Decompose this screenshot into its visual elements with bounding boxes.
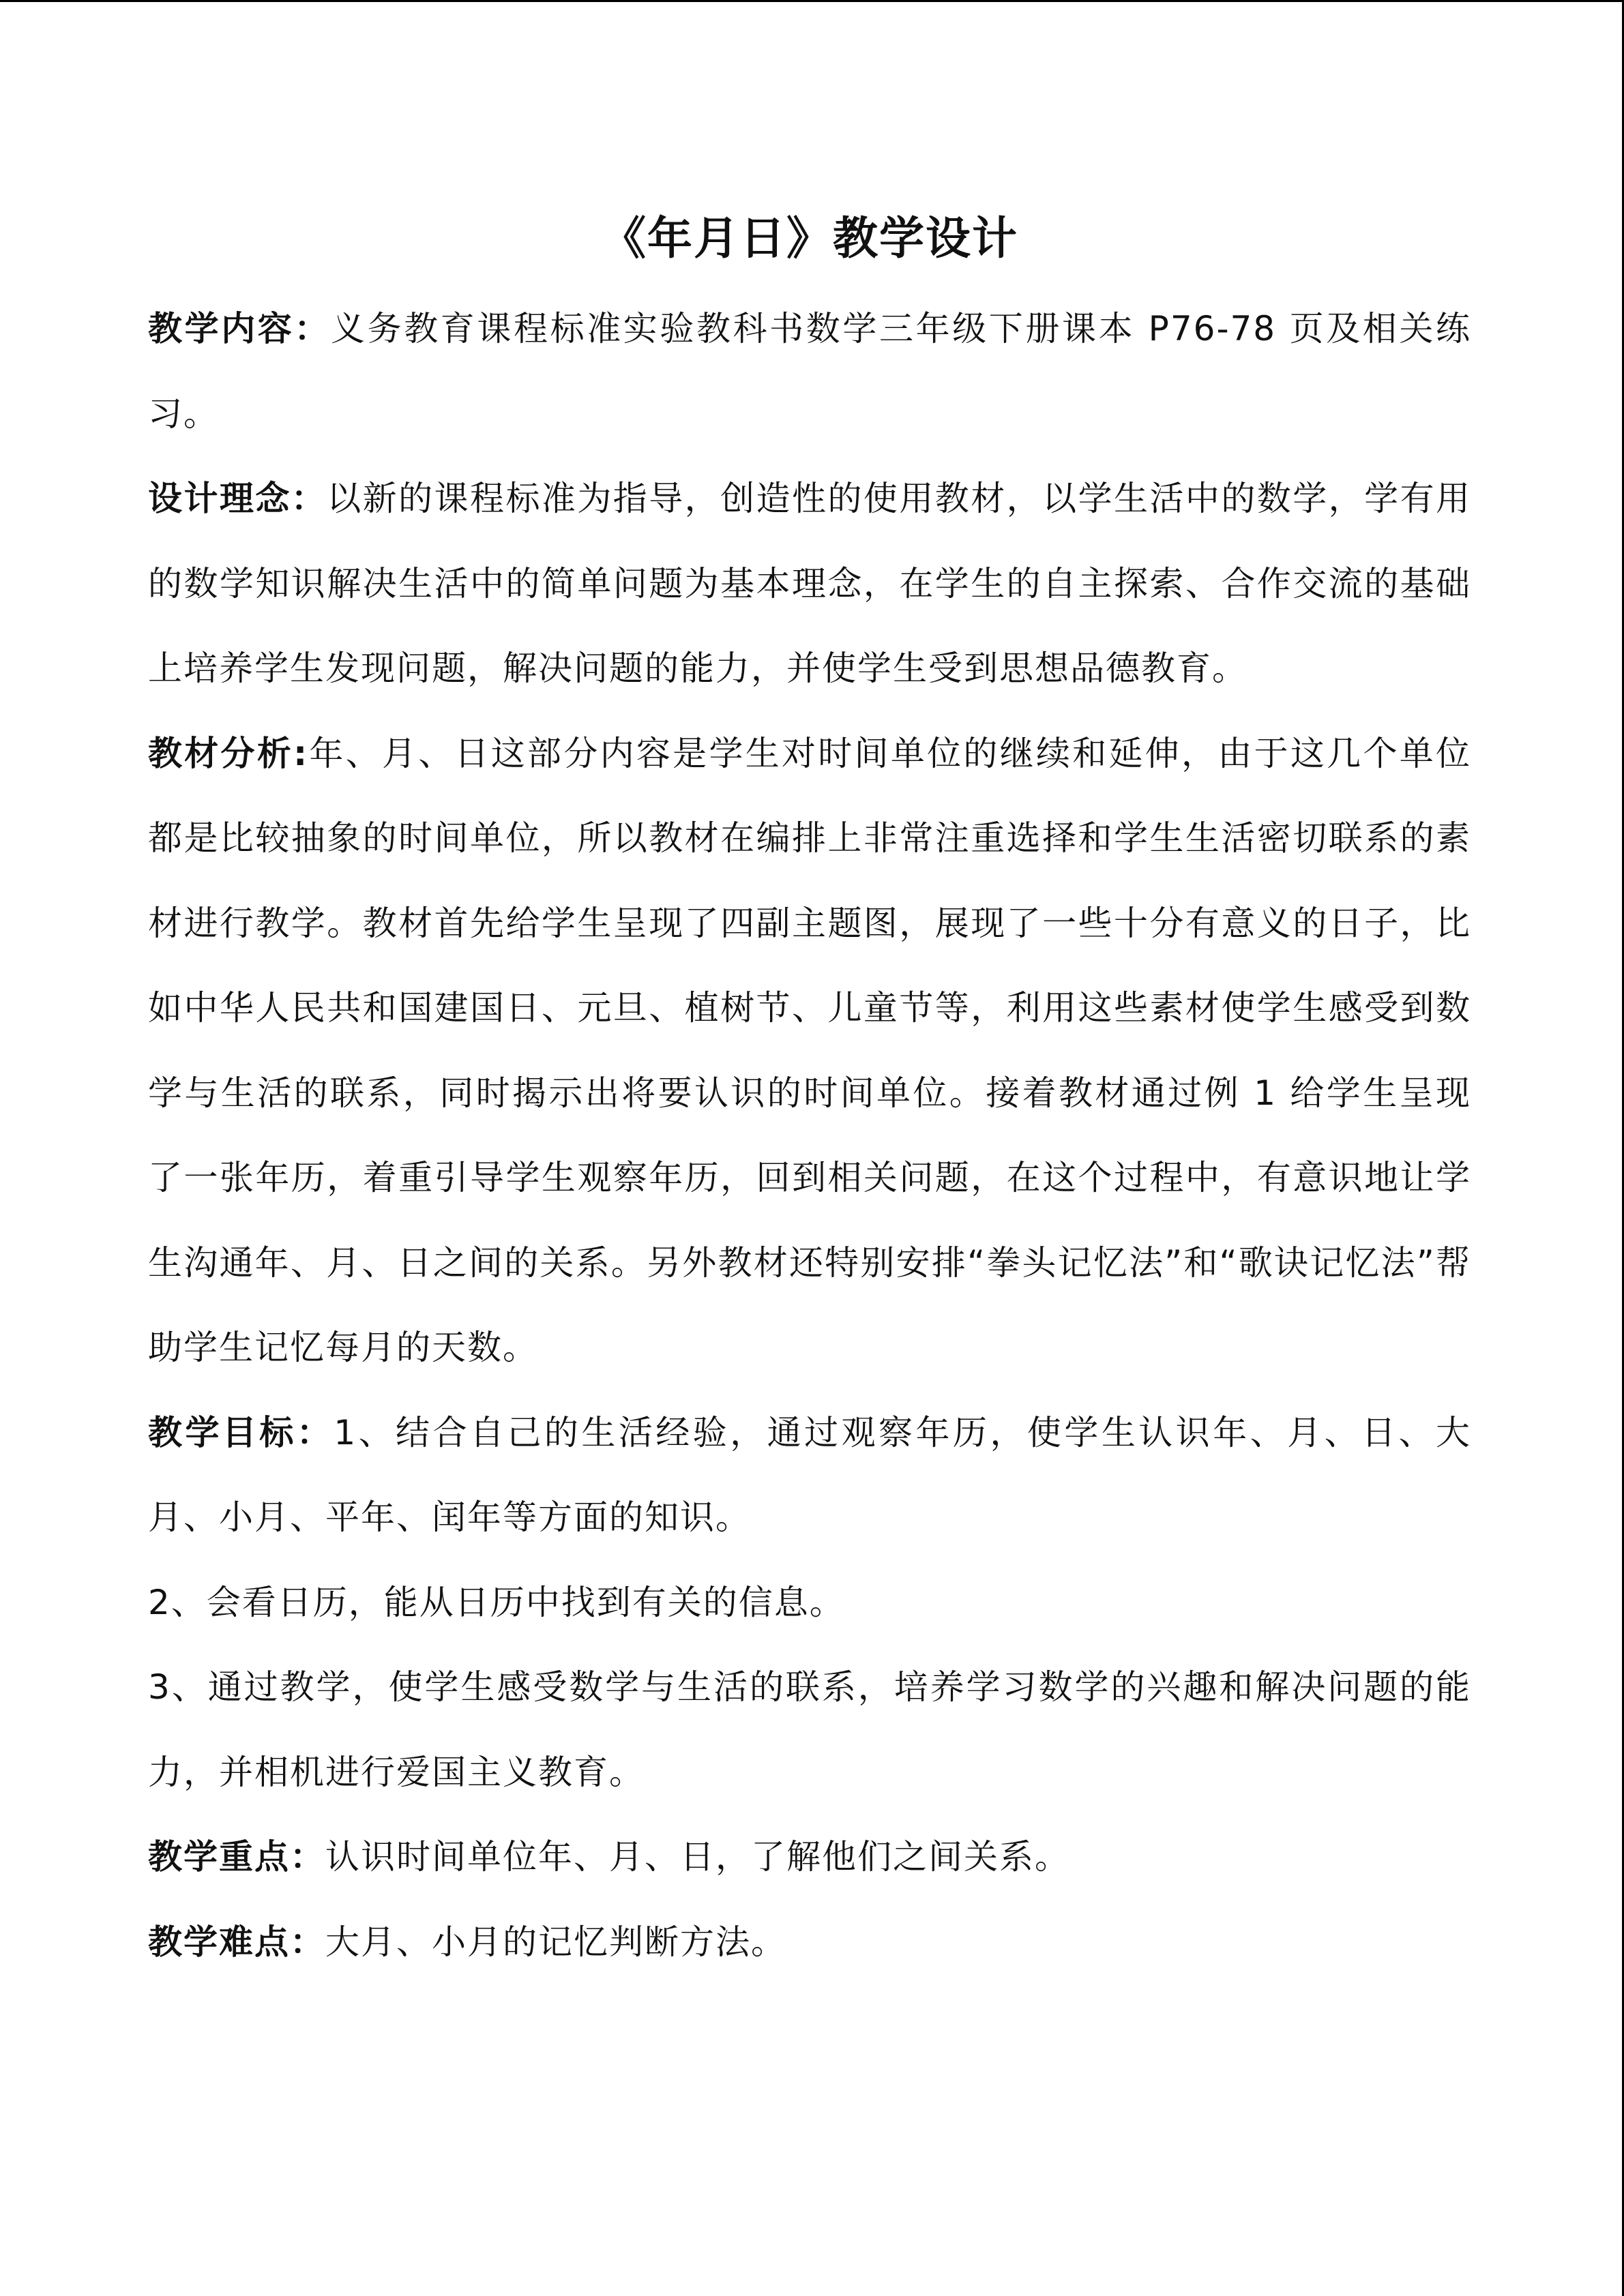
section-label: 教材分析:	[148, 733, 309, 773]
section-text: 以新的课程标准为指导，创造性的使用教材，以学生活中的数学，学有用的数学知识解决生活中的简单问题为基本理念，在学生的自主探索、合作交流的基础上培养学生发现问题，解决问题的能力，并使学生受到思想品德教育。	[148, 479, 1472, 688]
section-text: 义务教育课程标准实验教科书数学三年级下册课本 P76-78 页及相关练习。	[148, 309, 1471, 434]
section-text: 年、月、日这部分内容是学生对时间单位的继续和延伸，由于这几个单位都是比较抽象的时间单位，所以教材在编排上非常注重选择和学生生活密切联系的素材进行教学。教材首先给学生呈现了四副主题图，展现了一些十分有意义的日子，比如中华人民共和国建国日、元旦、植树节、儿童节等，利用这些素材使学生感受到数学与生活的联系，同时揭示出将要认识的时间单位。接着教材通过例 1 给学生呈现了一张年历，着重引导学生观察年历，回到相关问题，在这个过程中，有意识地让学生沟通年、月、日之间的关系。另外教材还特别安排“拳头记忆法”和“歌诀记忆法”帮助学生记忆每月的天数。	[148, 733, 1471, 1367]
document-body	[148, 205, 1471, 1984]
section-teaching-goals	[148, 1390, 1471, 1560]
section-textbook-analysis	[148, 711, 1471, 1390]
section-label: 教学重点：	[148, 1837, 325, 1877]
section-difficulties	[148, 1900, 1471, 1985]
section-teaching-content	[148, 286, 1471, 456]
section-key-points	[148, 1815, 1471, 1900]
section-label: 教学目标：	[148, 1412, 334, 1452]
section-label: 设计理念：	[148, 479, 327, 518]
page-border-top	[0, 0, 1624, 2]
goal-item-3: 3、通过教学，使学生感受数学与生活的联系，培养学习数学的兴趣和解决问题的能力，并相机进行爱国主义教育。	[148, 1667, 1471, 1792]
section-label: 教学内容：	[148, 309, 331, 348]
document-title: 《年月日》教学设计	[601, 212, 1018, 265]
section-text: 认识时间单位年、月、日，了解他们之间关系。	[325, 1837, 1070, 1877]
section-text: 大月、小月的记忆判断方法。	[325, 1922, 786, 1962]
goal-item-2: 2、会看日历，能从日历中找到有关的信息。	[148, 1582, 845, 1622]
section-design-concept	[148, 456, 1471, 711]
section-label: 教学难点：	[148, 1922, 325, 1962]
goal-item-1: 1、结合自己的生活经验，通过观察年历，使学生认识年、月、日、大月、小月、平年、闰年等方面的知识。	[148, 1412, 1471, 1537]
